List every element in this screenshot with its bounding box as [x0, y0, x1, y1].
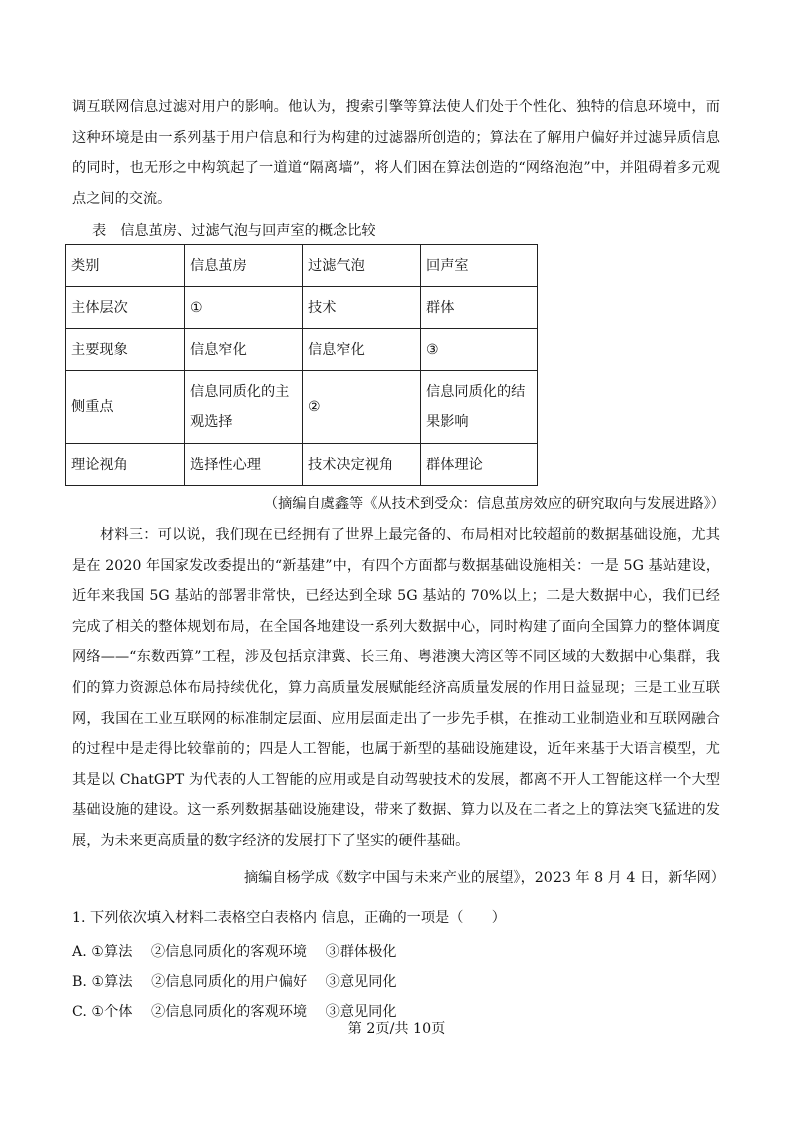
table-caption-label: 表 — [92, 223, 107, 239]
option-part: ③意见同化 — [325, 1004, 397, 1020]
table-caption — [92, 216, 376, 246]
table-row — [66, 371, 538, 444]
page-footer: 第 2页/共 10页 — [347, 1021, 446, 1037]
option-b[interactable] — [72, 967, 397, 997]
table-row — [66, 329, 538, 371]
option-part: ③意见同化 — [325, 974, 397, 990]
table-cell: 信息同质化的主观选择 — [185, 371, 303, 444]
table-cell: 类别 — [66, 245, 185, 287]
table-row — [66, 287, 538, 329]
table-cell: 侧重点 — [66, 371, 185, 444]
table-caption-title: 信息茧房、过滤气泡与回声室的概念比较 — [120, 223, 376, 239]
question-stem: 1. 下列依次填入材料二表格空白表格内 信息，正确的一项是（ ） — [72, 910, 506, 926]
option-part: ①个体 — [91, 1004, 133, 1020]
table-cell: 理论视角 — [66, 444, 185, 486]
option-part: ③群体极化 — [325, 944, 397, 960]
table-cell: 主体层次 — [66, 287, 185, 329]
table-cell: 群体理论 — [421, 444, 538, 486]
table-row — [66, 444, 538, 486]
table-cell: ③ — [421, 329, 538, 371]
table-cell: 过滤气泡 — [303, 245, 421, 287]
table-row — [66, 245, 538, 287]
intro-paragraph: 调互联网信息过滤对用户的影响。他认为，搜索引擎等算法使人们处于个性化、独特的信息环境中，而这种环境是由一系列基于用户信息和行为构建的过滤器所创造的；算法在了解用户偏好并过滤异质信息的同时，也无形之中构筑起了一道道“隔离墙”，将人们困在算法创造的“网络泡泡”中，并阻碍着多元观点之间的交流。 — [72, 99, 720, 207]
option-part: ①算法 — [91, 944, 133, 960]
table-cell: 信息同质化的结果影响 — [421, 371, 538, 444]
table-cell: 技术决定视角 — [303, 444, 421, 486]
table-cell: 信息窄化 — [303, 329, 421, 371]
table-cell: 选择性心理 — [185, 444, 303, 486]
option-a[interactable] — [72, 937, 396, 967]
material3-source: 摘编自杨学成《数字中国与未来产业的展望》，2023 年 8 月 4 日，新华网） — [243, 870, 725, 886]
material3-paragraph: 材料三：可以说，我们现在已经拥有了世界上最完备的、布局相对比较超前的数据基础设施，尤其是在 2020 年国家发改委提出的“新基建”中，有四个方面都与数据基础设施相关：一是 5G 基站建设，近年来我国 5G 基站的部署非常快，已经达到全球 5G 基站的 70%以上；二是大数据中心，我们已经完成了相关的整体规划布局，在全国各地建设一系列大数据中心，同时构建了面向全国算力的整体调度网络——“东数西算”工程，涉及包括京津冀、长三角、粤港澳大湾区等不同区域的大数据中心集群，我们的算力资源总体布局持续优化，算力高质量发展赋能经济高质量发展的作用日益显现；三是工业互联网，我国在工业互联网的标准制定层面、应用层面走出了一步先手棋，在推动工业制造业和互联网融合的过程中是走得比较靠前的；四是人工智能，也属于新型的基础设施建设，近年来基于大语言模型，尤其是以 ChatGPT 为代表的人工智能的应用或是自动驾驶技术的发展，都离不开人工智能这样一个大型基础设施的建设。这一系列数据基础设施建设，带来了数据、算力以及在二者之上的算法突飞猛进的发展，为未来更高质量的数字经济的发展打下了坚实的硬件基础。 — [72, 527, 720, 849]
option-part: ②信息同质化的客观环境 — [150, 944, 307, 960]
table-cell: 群体 — [421, 287, 538, 329]
table-cell: 信息茧房 — [185, 245, 303, 287]
option-letter: C. — [72, 1004, 87, 1020]
table-cell: 回声室 — [421, 245, 538, 287]
table-cell: ② — [303, 371, 421, 444]
option-part: ①算法 — [91, 974, 133, 990]
option-letter: B. — [72, 974, 87, 990]
comparison-table — [65, 244, 538, 486]
table-source: （摘编自虞鑫等《从技术到受众：信息茧房效应的研究取向与发展进路》） — [263, 496, 725, 512]
table-cell: 技术 — [303, 287, 421, 329]
option-letter: A. — [72, 944, 87, 960]
option-part: ②信息同质化的客观环境 — [151, 1004, 308, 1020]
table-cell: ① — [185, 287, 303, 329]
option-part: ②信息同质化的用户偏好 — [151, 974, 308, 990]
table-cell: 主要现象 — [66, 329, 185, 371]
table-cell: 信息窄化 — [185, 329, 303, 371]
